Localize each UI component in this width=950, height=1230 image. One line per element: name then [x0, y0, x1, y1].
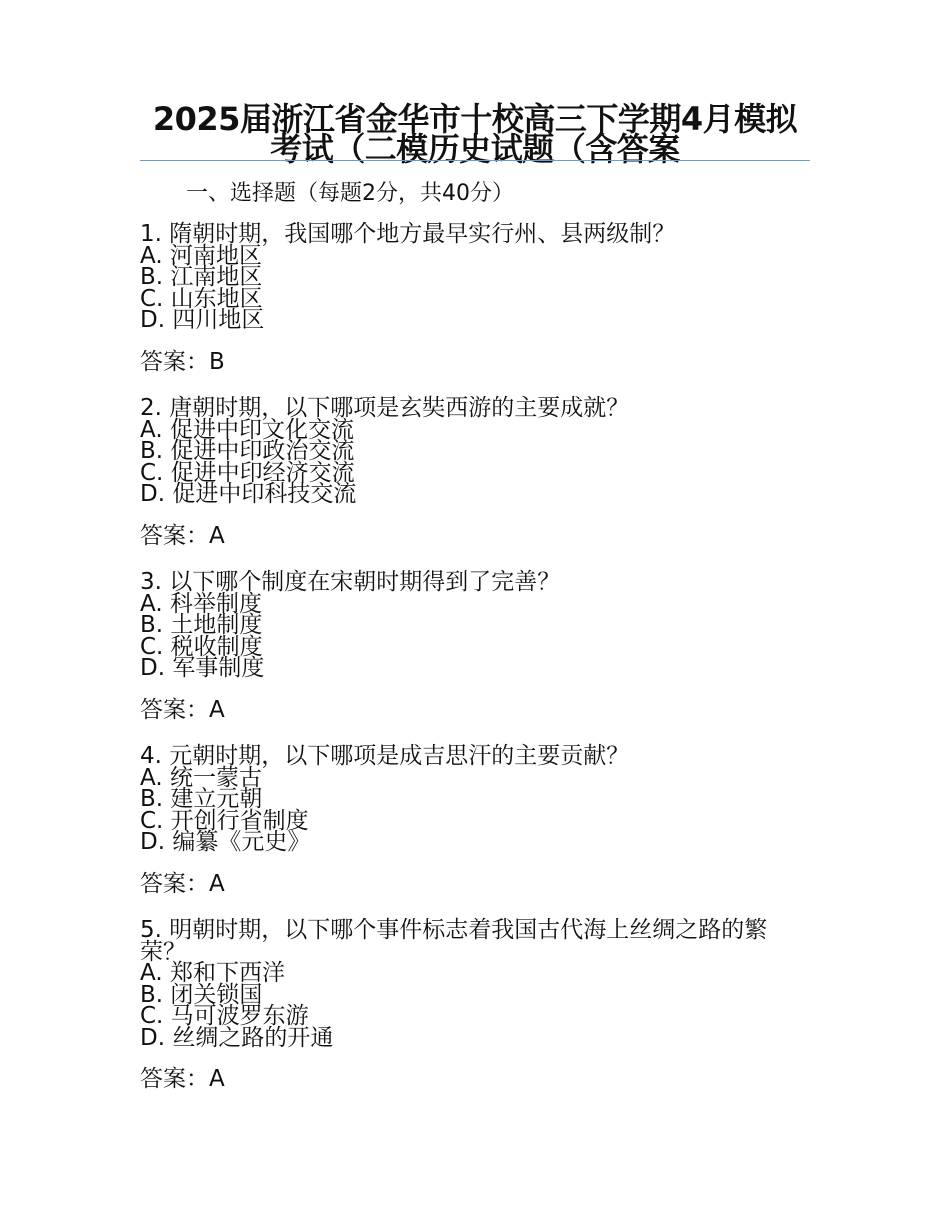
option-a: A. 促进中印文化交流 [140, 416, 354, 443]
question-stem: 4. 元朝时期，以下哪项是成吉思汗的主要贡献？ [140, 743, 630, 769]
question-stem: 1. 隋朝时期，我国哪个地方最早实行州、县两级制？ [140, 221, 676, 247]
option-b: B. 江南地区 [140, 264, 263, 290]
option-a: A. 河南地区 [140, 242, 262, 269]
answer-line: 答案：A [140, 522, 225, 549]
option-b: B. 促进中印政治交流 [140, 438, 355, 464]
option-c: C. 税收制度 [140, 633, 263, 660]
option-a: A. 统一蒙古 [140, 764, 262, 791]
option-c: C. 促进中印经济交流 [140, 459, 355, 486]
question-1 [140, 221, 810, 398]
section-heading: 一、选择题（每题2分，共40分） [186, 181, 514, 206]
answer-line: 答案：A [140, 870, 225, 897]
option-d: D. 丝绸之路的开通 [140, 1024, 334, 1051]
document-title: 2025届浙江省金华市十校高三下学期4月模拟考试（二模历史试题（含答案 [152, 100, 798, 168]
question-list [140, 221, 810, 1094]
option-d: D. 军事制度 [140, 655, 265, 681]
option-a: A. 郑和下西洋 [140, 960, 285, 986]
answer-line: 答案：B [140, 348, 225, 375]
option-d: D. 促进中印科技交流 [140, 481, 357, 507]
answer-line: 答案：A [140, 1066, 225, 1092]
option-d: D. 编纂《元史》 [140, 829, 311, 855]
title-underline [140, 160, 810, 161]
option-c: C. 开创行省制度 [140, 807, 309, 834]
question-5 [140, 917, 810, 1094]
question-stem: 3. 以下哪个制度在宋朝时期得到了完善？ [140, 569, 561, 595]
option-c: C. 山东地区 [140, 285, 263, 312]
option-d: D. 四川地区 [140, 307, 265, 333]
option-b: B. 闭关锁国 [140, 981, 263, 1008]
question-3 [140, 569, 810, 746]
option-c: C. 马可波罗东游 [140, 1003, 309, 1029]
question-4 [140, 743, 810, 920]
option-b: B. 建立元朝 [140, 786, 263, 812]
option-a: A. 科举制度 [140, 590, 262, 617]
question-stem: 5. 明朝时期，以下哪个事件标志着我国古代海上丝绸之路的繁荣？ [140, 917, 768, 965]
question-stem: 2. 唐朝时期，以下哪项是玄奘西游的主要成就？ [140, 395, 630, 421]
question-2 [140, 395, 810, 572]
answer-line: 答案：A [140, 696, 225, 723]
option-b: B. 土地制度 [140, 612, 263, 638]
